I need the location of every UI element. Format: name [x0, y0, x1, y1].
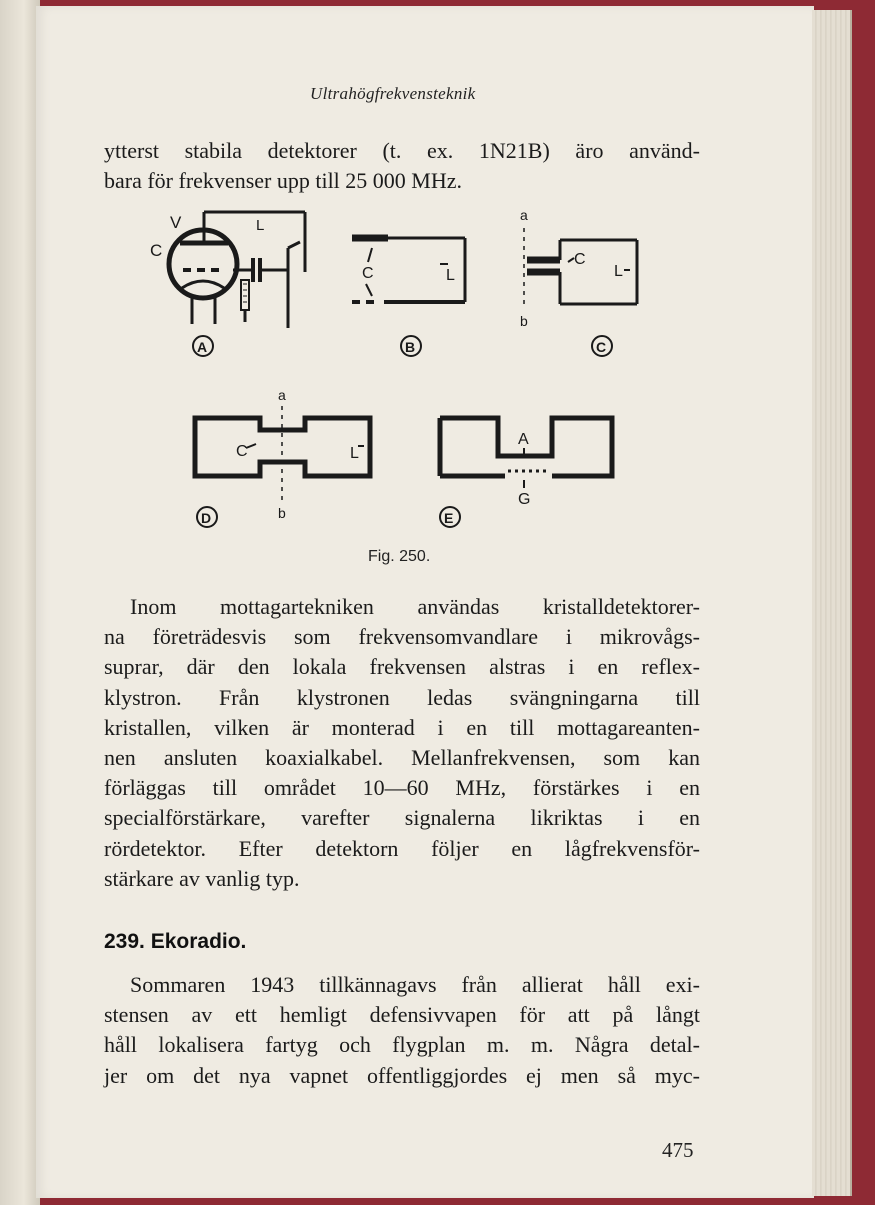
circle-label-d-text: D [201, 510, 212, 526]
label-b-c: b [520, 313, 528, 329]
label-b-d: b [278, 505, 286, 521]
figure-caption: Fig. 250. [368, 548, 431, 565]
label-c-d: C [236, 443, 248, 460]
text-line: stärkare av vanlig typ. [104, 865, 300, 891]
circuit-a-tube [169, 212, 305, 328]
label-l-b: L [446, 267, 455, 284]
text-line: rördetektor. Efter detektorn följer en lågfrekvensför- [104, 835, 700, 861]
label-g-e: G [518, 491, 531, 508]
label-a-e: A [518, 431, 529, 448]
page-stack-edges [812, 10, 852, 1196]
circle-label-b-text: B [405, 339, 416, 355]
text-line: stensen av ett hemligt defensivvapen för att på långt [104, 1002, 700, 1028]
paragraph-ekoradio [104, 970, 700, 1091]
circle-label-a-text: A [197, 339, 208, 355]
text-line: suprar, där den lokala frekvensen alstras i en reflex- [104, 654, 700, 680]
circuit-e-cavity [440, 418, 612, 488]
page-number: 475 [662, 1138, 694, 1162]
circle-label-e-text: E [444, 510, 454, 526]
figure-250-diagram [140, 200, 640, 540]
label-l-c: L [614, 263, 623, 280]
label-l-d: L [350, 445, 359, 462]
text-line: nen ansluten koaxialkabel. Mellanfrekvensen, som kan [104, 745, 700, 771]
circle-label-c-text: C [596, 339, 607, 355]
text-line: specialförstärkare, varefter signalerna likriktas i en [104, 805, 700, 831]
paragraph-receiver [104, 592, 700, 894]
text-line: Sommaren 1943 tillkännagavs från allierat håll exi- [130, 972, 700, 997]
text-line: klystron. Från klystronen ledas svängningarna till [104, 684, 700, 710]
text-line: kristallen, vilken är monterad i en till mottagareanten- [104, 714, 700, 740]
label-v: V [170, 213, 182, 232]
running-head: Ultrahögfrekvensteknik [310, 84, 476, 103]
label-a-d: a [278, 387, 286, 403]
label-c-c: C [574, 251, 586, 268]
text-line: håll lokalisera fartyg och flygplan m. m. Några detal- [104, 1032, 700, 1058]
section-heading: 239. Ekoradio. [104, 930, 247, 953]
text-line: bara för frekvenser upp till 25 000 MHz. [104, 168, 463, 194]
text-line: ytterst stabila detektorer (t. ex. 1N21B) äro använd- [104, 138, 700, 163]
label-c-a: C [150, 241, 163, 260]
text-line: jer om det nya vapnet offentliggjordes ej men så myc- [104, 1062, 700, 1088]
left-page-edge [0, 0, 40, 1205]
text-line: Inom mottagartekniken användas kristalldetektorer- [130, 594, 700, 619]
text-line: na företrädesvis som frekvensomvandlare i mikrovågs- [104, 624, 700, 650]
label-c-b: C [362, 265, 374, 282]
paragraph-intro [104, 136, 700, 196]
label-l-a: L [256, 217, 265, 234]
text-line: förläggas till området 10—60 MHz, förstärkes i en [104, 775, 700, 801]
label-a-c: a [520, 207, 528, 223]
circuit-d-cavity [195, 406, 370, 500]
